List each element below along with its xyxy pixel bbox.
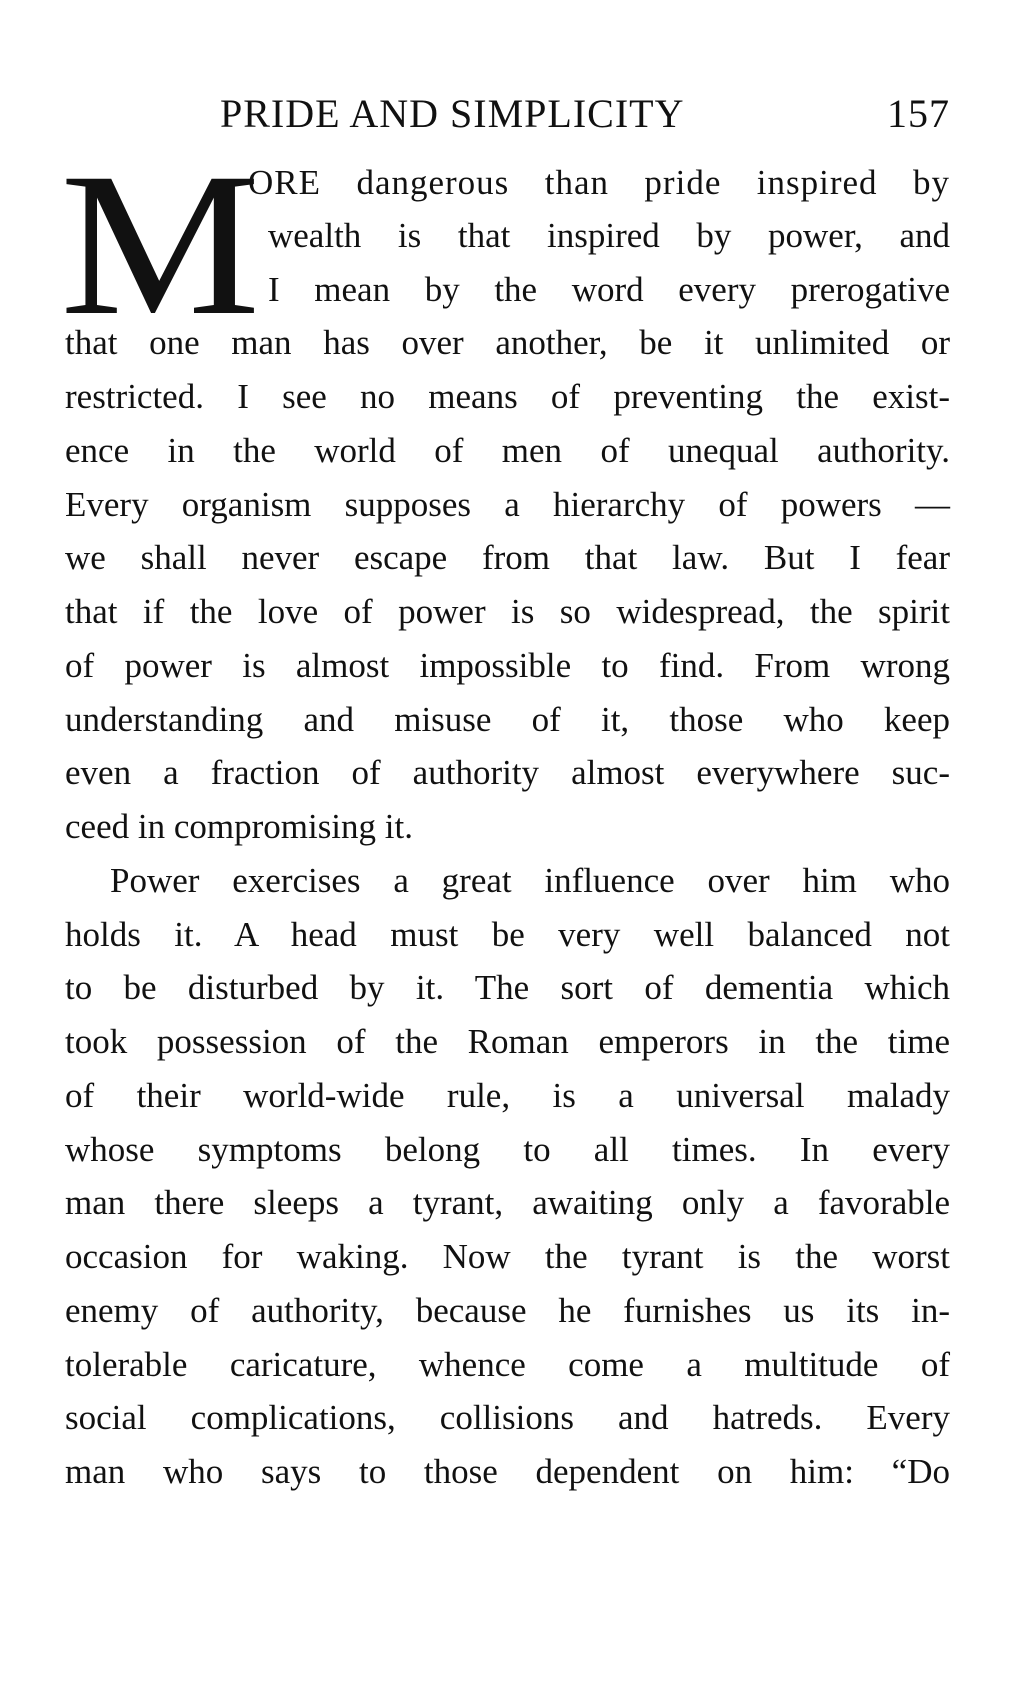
text-line: to be disturbed by it. The sort of dementia which xyxy=(65,968,950,1007)
text-line: that one man has over another, be it unlimited or xyxy=(65,323,950,362)
text-line: man who says to those dependent on him: “Do xyxy=(65,1452,950,1491)
text-line: tolerable caricature, whence come a multitude of xyxy=(65,1345,950,1384)
text-line: social complications, collisions and hatreds. Every xyxy=(65,1398,950,1437)
text-line: of their world-wide rule, is a universal malady xyxy=(65,1076,950,1115)
running-head xyxy=(220,90,950,140)
text-line: of power is almost impossible to find. From wrong xyxy=(65,646,950,685)
text-line: man there sleeps a tyrant, awaiting only a favorable xyxy=(65,1183,950,1222)
text-line: even a fraction of authority almost everywhere suc- xyxy=(65,753,950,792)
text-line: ence in the world of men of unequal authority. xyxy=(65,431,950,470)
text-line: holds it. A head must be very well balanced not xyxy=(65,915,950,954)
text-line: we shall never escape from that law. But I fear xyxy=(65,538,950,577)
text-line: restricted. I see no means of preventing the exist- xyxy=(65,377,950,416)
text-line: occasion for waking. Now the tyrant is the worst xyxy=(65,1237,950,1276)
text-line: ORE dangerous than pride inspired by xyxy=(248,163,950,202)
text-line: that if the love of power is so widespread, the spirit xyxy=(65,592,950,631)
text-line: I mean by the word every prerogative xyxy=(268,270,950,309)
text-line: wealth is that inspired by power, and xyxy=(268,216,950,255)
running-title: PRIDE AND SIMPLICITY xyxy=(220,91,685,136)
text-line: enemy of authority, because he furnishes us its in- xyxy=(65,1291,950,1330)
text-line: understanding and misuse of it, those who keep xyxy=(65,700,950,739)
drop-cap: M xyxy=(60,131,261,358)
text-line: took possession of the Roman emperors in the time xyxy=(65,1022,950,1061)
text-line: ceed in compromising it. xyxy=(65,807,413,846)
text-line: Power exercises a great influence over him who xyxy=(110,861,950,900)
text-line: whose symptoms belong to all times. In every xyxy=(65,1130,950,1169)
text-line: Every organism supposes a hierarchy of powers — xyxy=(65,485,950,524)
page-number: 157 xyxy=(887,91,950,136)
